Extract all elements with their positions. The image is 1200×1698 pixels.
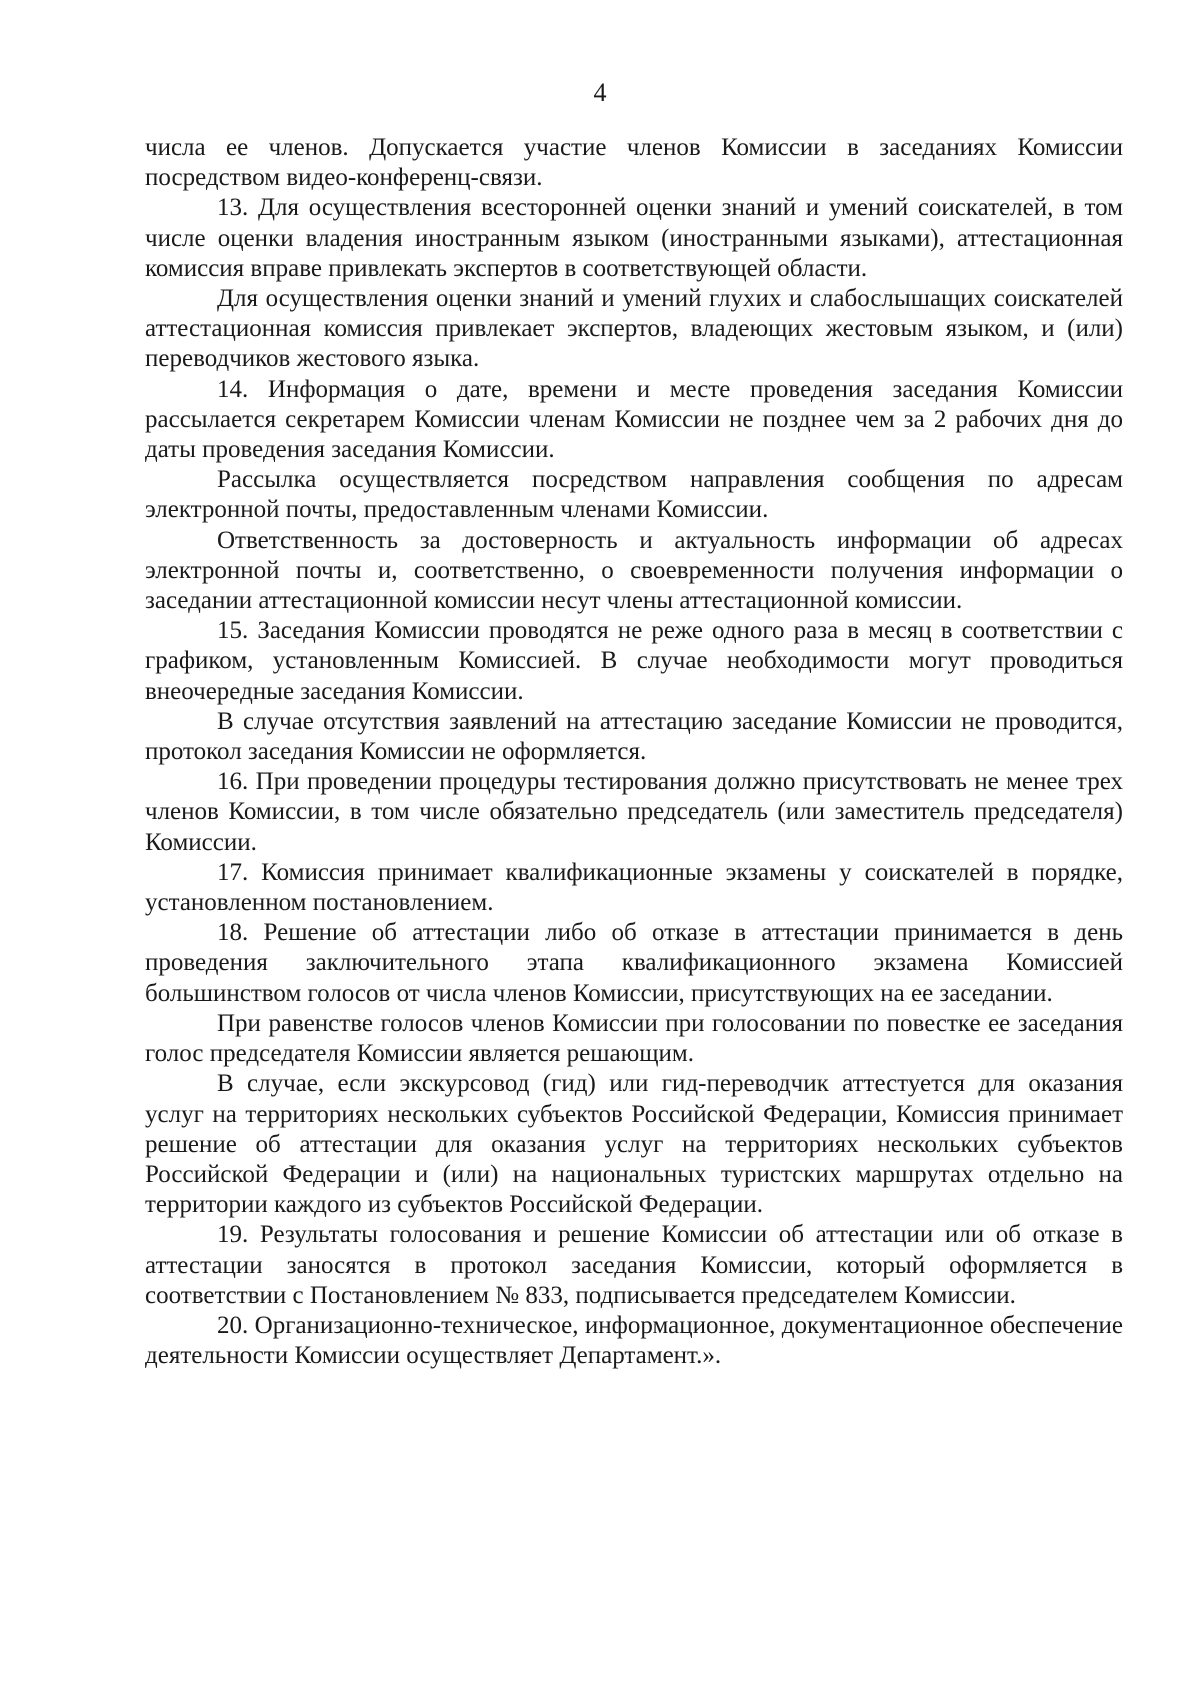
paragraph-item-17: 17. Комиссия принимает квалификационные экзамены у соискателей в порядке, установленном постановлением. (145, 858, 1123, 917)
document-body (145, 133, 1123, 1371)
page-number: 4 (593, 78, 607, 107)
paragraph-item-14: 14. Информация о дате, времени и месте проведения заседания Комиссии рассылается секретарем Комиссии членам Комиссии не позднее чем за 2 рабочих дня до даты проведения заседания Комиссии. (145, 375, 1123, 464)
paragraph-item-18: 18. Решение об аттестации либо об отказе в аттестации принимается в день проведения заключительного этапа квалификационного экзамена Комиссией большинством голосов от числа членов Комиссии, присутствующих на ее заседании. (145, 919, 1123, 1007)
paragraph-item-20: 20. Организационно-техническое, информационное, документационное обеспечение деятельности Комиссии осуществляет Департамент.». (145, 1311, 1123, 1370)
paragraph-equal-votes: При равенстве голосов членов Комиссии при голосовании по повестке ее заседания голос председателя Комиссии является решающим. (145, 1009, 1123, 1068)
paragraph-item-13: 13. Для осуществления всесторонней оценки знаний и умений соискателей, в том числе оценки владения иностранным языком (иностранными языками), аттестационная комиссия вправе привлекать экспертов в соответствующей области. (145, 194, 1123, 282)
paragraph-item-16: 16. При проведении процедуры тестирования должно присутствовать не менее трех членов Комиссии, в том числе обязательно председатель (или заместитель председателя) Комиссии. (145, 768, 1123, 856)
paragraph-multiple-regions: В случае, если экскурсовод (гид) или гид-переводчик аттестуется для оказания услуг на территориях нескольких субъектов Российской Федерации, Комиссия принимает решение об аттестации для оказания услуг на территориях нескольких субъектов Российской Федерации и (или) на национальных туристских маршрутах отдельно на территории каждого из субъектов Российской Федерации. (145, 1070, 1123, 1219)
paragraph-mailing: Рассылка осуществляется посредством направления сообщения по адресам электронной почты, предоставленным членами Комиссии. (145, 466, 1123, 524)
paragraph-item-15: 15. Заседания Комиссии проводятся не реже одного раза в месяц в соответствии с графиком, установленным Комиссией. В случае необходимости могут проводиться внеочередные заседания Комиссии. (145, 617, 1123, 705)
paragraph-continuation: числа ее членов. Допускается участие членов Комиссии в заседаниях Комиссии посредством видео-конференц-связи. (145, 134, 1123, 192)
paragraph-no-applications: В случае отсутствия заявлений на аттестацию заседание Комиссии не проводится, протокол заседания Комиссии не оформляется. (145, 707, 1123, 766)
paragraph-deaf-applicants: Для осуществления оценки знаний и умений глухих и слабослышащих соискателей аттестационная комиссия привлекает экспертов, владеющих жестовым языком, и (или) переводчиков жестового языка. (145, 285, 1123, 373)
paragraph-responsibility: Ответственность за достоверность и актуальность информации об адресах электронной почты и, соответственно, о своевременности получения информации о заседании аттестационной комиссии несут члены аттестационной комиссии. (145, 526, 1123, 615)
paragraph-item-19: 19. Результаты голосования и решение Комиссии об аттестации или об отказе в аттестации заносятся в протокол заседания Комиссии, который оформляется в соответствии с Постановлением № 833, подписывается председателем Комиссии. (145, 1221, 1123, 1309)
